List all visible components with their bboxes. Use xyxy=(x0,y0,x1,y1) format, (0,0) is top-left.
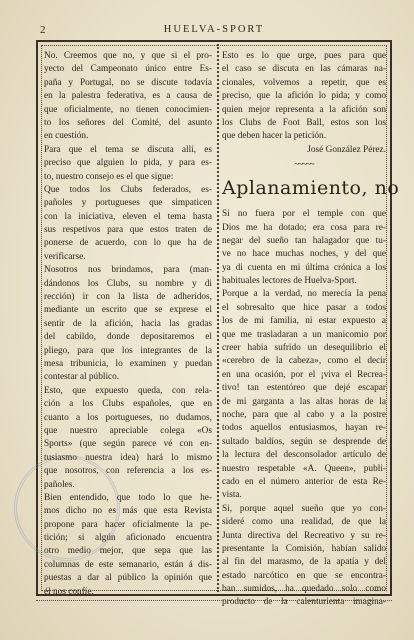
text-line: cado en el número anterior de esta Re- xyxy=(222,476,386,487)
text-line: Si, porque aquel sueño que yo con- xyxy=(222,503,386,514)
text-line: tición; si algún aficionado encuentra xyxy=(44,533,212,544)
text-line: paña y Portugal, no se discute todavía xyxy=(44,77,212,88)
text-line: con la iniciativa, eleven el tema hasta xyxy=(44,211,212,222)
right-column xyxy=(222,50,400,610)
text-line: preciso, que la afición lo pida; y como xyxy=(222,91,386,102)
left-column xyxy=(44,50,212,599)
text-line: todos aquellos entusiasmos, hayan re- xyxy=(222,423,386,434)
article-title: Aplanamiento, no xyxy=(222,177,400,200)
text-line: Junta directiva del Recreativo y su re- xyxy=(222,530,386,541)
text-line: Esto es lo que urge, pues para que xyxy=(222,51,386,61)
text-line: Nosotros nos brindamos, para (man- xyxy=(44,265,212,276)
text-line: los Clubs de Foot Ball, estos son los xyxy=(222,117,386,128)
text-line: ya di cuenta en mi última crónica a los xyxy=(222,262,386,273)
bottom-rule xyxy=(36,600,392,601)
text-line: propone para hacer oficialmente la pe- xyxy=(44,519,212,530)
text-line: el caso se discuta en las cámaras na- xyxy=(222,64,386,75)
text-line: pañoles y portugueses que simpaticen xyxy=(44,198,212,209)
text-line: mesa tribunicia, lo examinen y puedan xyxy=(44,358,212,369)
text-line: dándonos los Clubs, su nombre y di xyxy=(44,278,212,289)
text-line: Que todos los Clubs federados, es- xyxy=(44,184,212,195)
text-line: sultado baldíos, según se desprende de xyxy=(222,436,386,447)
running-title: HUELVA-SPORT xyxy=(163,24,265,35)
text-line: vista. xyxy=(222,490,242,501)
text-line: la lectura del desconsolador artículo de xyxy=(222,450,386,461)
text-line: ción a los Clubs españoles, que en xyxy=(44,399,212,410)
text-line: sideré como una realidad, de que la xyxy=(222,517,386,528)
page-number: 2 xyxy=(40,24,46,36)
text-line: No. Creemos que no, y que si el pro- xyxy=(44,51,212,61)
separator-ornament: ~~~~~ xyxy=(294,159,314,170)
text-line: rección) ir con la lista de adheridos, xyxy=(44,292,212,303)
text-line: cionales, volvemos a repetir, que es xyxy=(222,77,386,88)
text-line: Porque a la verdad, no merecía la pena xyxy=(222,289,386,300)
text-line: Bien entendido, que todo lo que he- xyxy=(44,492,212,503)
text-line: Si no fuera por el temple con que xyxy=(222,209,386,220)
text-line: sentir de la afición, hacia las gradas xyxy=(44,318,212,329)
text-line: «cerebro de la cabeza», como el decir xyxy=(222,356,386,367)
text-line: tusiasmo nuestra idea) hará lo mismo xyxy=(44,452,212,463)
text-line: to los señores del Comité, del asunto xyxy=(44,117,212,128)
text-line: tivo! tan estentóreo que dejé escapar xyxy=(222,383,386,394)
text-line: que oficialmente, no tienen conocimien- xyxy=(44,104,212,115)
text-line: puestas a dar al público la opinión que xyxy=(44,573,212,584)
text-line: creer habia sufrido un desequilibrio el xyxy=(222,343,386,354)
text-line: cuanto a los portugueses, no dudamos, xyxy=(44,412,212,423)
text-line: pliego, para que los integrantes de la xyxy=(44,345,212,356)
text-line: que deben hacer la petición. xyxy=(222,131,327,142)
text-line: que nosotros, con referencia a los es- xyxy=(44,466,212,477)
text-line: mediante un escrito que se exprese el xyxy=(44,305,212,316)
text-line: que me trasladaran a un manicomio por xyxy=(222,329,386,340)
text-line: que nuestro apreciable colega «Os xyxy=(44,425,212,436)
text-line: en cuestión. xyxy=(44,131,89,142)
text-line: pañoles. xyxy=(44,479,75,490)
column-divider xyxy=(217,44,219,592)
text-line: en una ocasión, por el ¡viva el Recrea- xyxy=(222,369,386,380)
text-line: nuestro respetable «A. Queen», publi- xyxy=(222,463,386,474)
text-line: al fin del marasmo, de la apatía y del xyxy=(222,557,386,568)
text-line: él nos confíe. xyxy=(44,586,94,597)
text-line: negar del sueño tan halagador que tu- xyxy=(222,235,386,246)
text-line: ban sumidos, ha quedado solo como xyxy=(222,584,386,595)
text-line: verificarse. xyxy=(44,251,86,262)
text-line: yecto del Campeonato único entre Es- xyxy=(44,64,212,75)
text-line: ponerse de acuerdo, con lo que ha de xyxy=(44,238,212,249)
text-line: del cabildo, donde depositaremos el xyxy=(44,332,212,343)
text-line: to, nuestro consejo es el que sigue: xyxy=(44,171,174,182)
text-line: quien mejor representa a la afición son xyxy=(222,104,386,115)
text-line: preciso que alguien lo pida, y para es- xyxy=(44,158,212,169)
text-line: en la palestra federativa, es a causa de xyxy=(44,91,212,102)
text-line: habituales lectores de Huelva-Sport. xyxy=(222,276,357,287)
text-line: el sobresalto que hice pasar a todos xyxy=(222,302,386,313)
text-line: Esto, que expuesto queda, con rela- xyxy=(44,385,212,396)
text-line: Dios me ha dotado; era cosa para re- xyxy=(222,222,386,233)
text-line: sus respetivos para que estos traten de xyxy=(44,225,212,236)
page-header xyxy=(40,24,388,38)
article-body xyxy=(222,208,386,610)
text-line: ve no hace muchas noches, y del que xyxy=(222,249,386,260)
text-line: contestar al público. xyxy=(44,372,120,383)
author-signature: José González Pérez. xyxy=(307,144,386,155)
text-line: producto de la calenturienta imagina- xyxy=(222,597,386,608)
text-line: de mi garganta a las altas horas de la xyxy=(222,396,386,407)
text-line: noche, para que al cabo y a la postre xyxy=(222,409,386,420)
text-line: columnas de este semanario, están á dis- xyxy=(44,559,212,570)
text-line: presentante la Comisión, habían salido xyxy=(222,543,386,554)
text-line: Sports» (que según parece vé con en- xyxy=(44,439,212,450)
text-line: mos dicho no es más que esta Revista xyxy=(44,506,212,517)
text-line: otro medio mejor, que sepa que las xyxy=(44,546,212,557)
text-line: Para que el tema se discuta allí, es xyxy=(44,144,212,155)
previous-article-end xyxy=(222,50,386,144)
text-line: estado narcótico en que se encontra- xyxy=(222,570,386,581)
text-line: los de mi familia, ni estar expuesto a xyxy=(222,316,386,327)
